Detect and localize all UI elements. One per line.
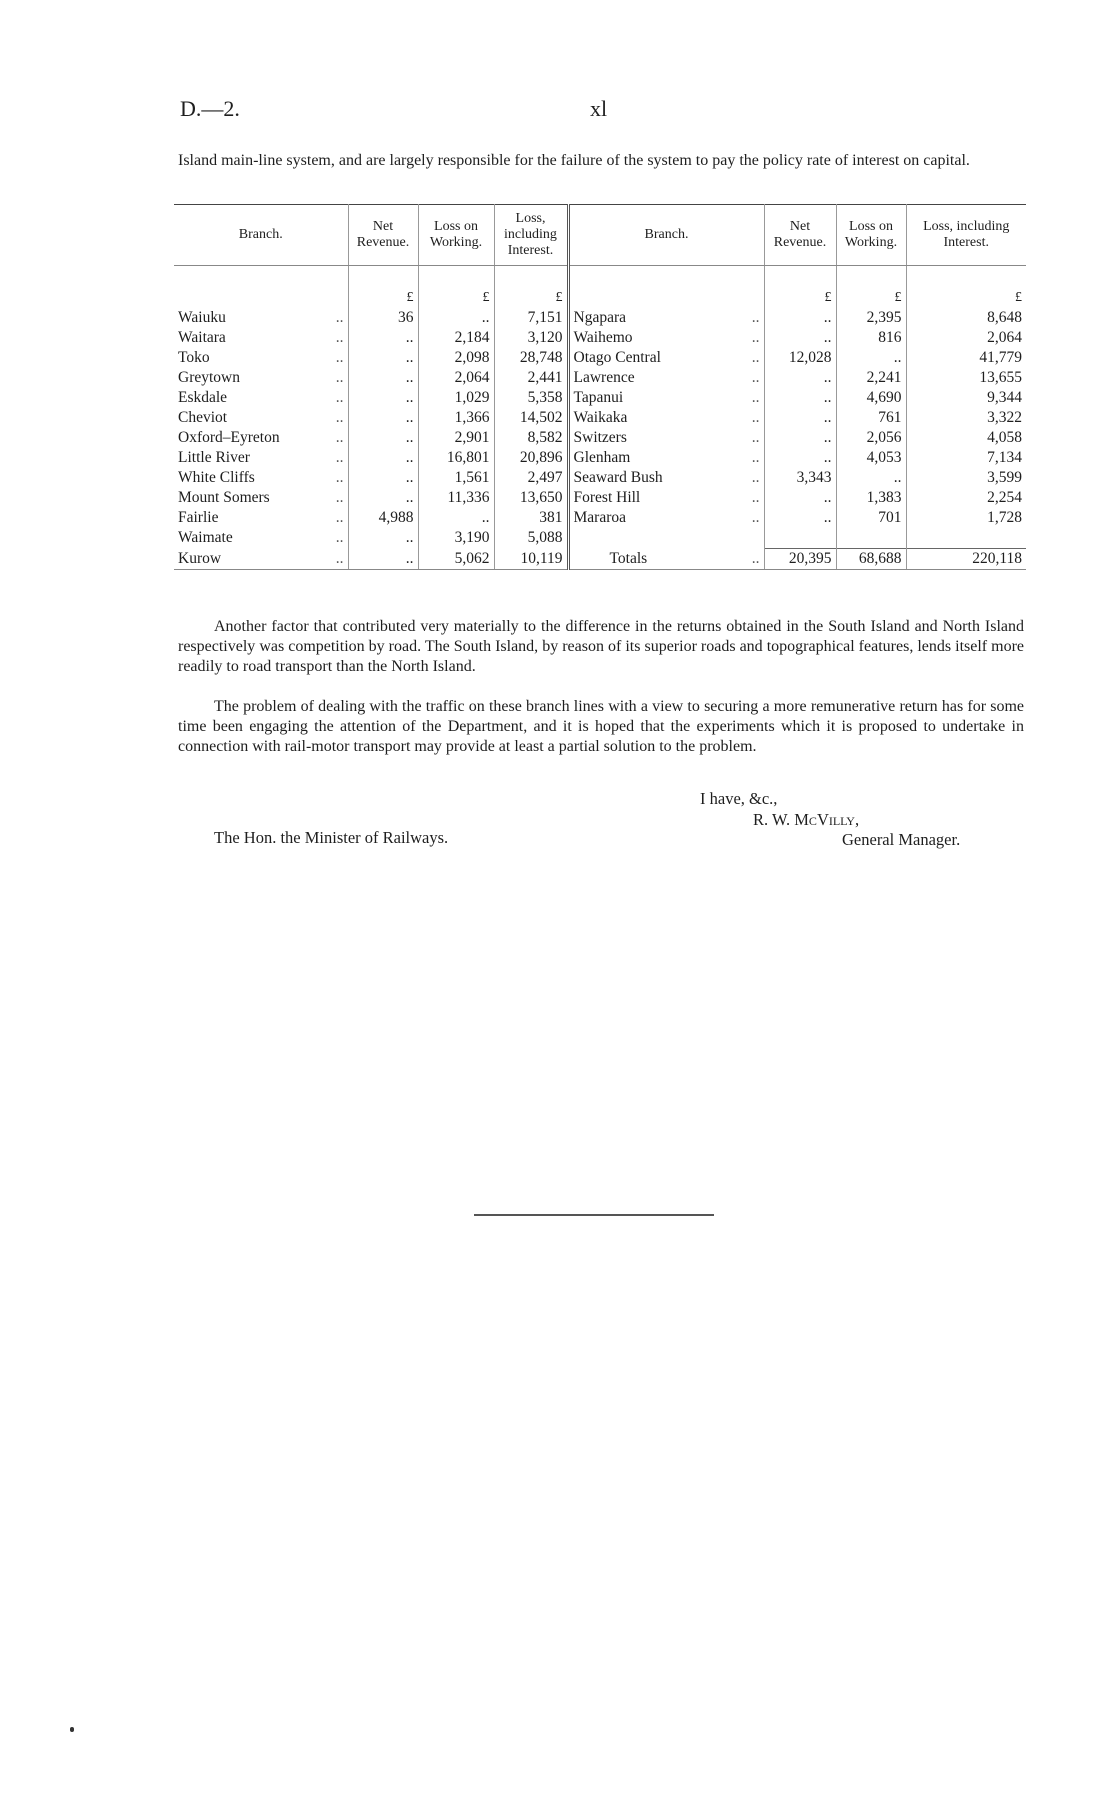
loss-on-working	[836, 308, 906, 328]
net-revenue-text: ..	[823, 509, 832, 526]
loss-including-interest-text: 2,064	[987, 329, 1022, 346]
loss-including-interest	[494, 549, 568, 570]
loss-on-working-text: 2,098	[454, 349, 490, 366]
net-revenue	[764, 488, 836, 508]
net-revenue-text: ..	[405, 349, 414, 366]
leader-dots: ..	[335, 309, 344, 326]
currency-symbol: £	[418, 266, 494, 309]
net-revenue	[764, 468, 836, 488]
loss-on-working-text: 816	[878, 329, 902, 346]
table-row	[174, 488, 1026, 508]
table-row	[174, 328, 1026, 348]
branch-name	[568, 448, 764, 468]
loss-including-interest-text: 7,151	[527, 309, 563, 326]
loss-on-working-text: ..	[893, 349, 902, 366]
net-revenue-text: ..	[405, 529, 414, 547]
leader-dots: ..	[751, 309, 760, 326]
net-revenue	[348, 428, 418, 448]
loss-on-working	[836, 508, 906, 528]
paragraph-road-competition	[178, 617, 1024, 677]
net-revenue	[764, 368, 836, 388]
branch-name-text: Lawrence	[573, 369, 635, 386]
branch-name-text: Eskdale	[178, 389, 228, 406]
table-row	[174, 428, 1026, 448]
net-revenue	[764, 508, 836, 528]
branch-name-text: Cheviot	[178, 409, 228, 426]
net-revenue-text: ..	[405, 449, 414, 466]
branch-name	[174, 428, 348, 448]
loss-on-working-text: 3,190	[454, 529, 490, 547]
branch-name-text: Waitara	[178, 329, 226, 346]
leader-dots: ..	[335, 369, 344, 386]
loss-including-interest	[906, 468, 1026, 488]
net-revenue-text: 4,988	[378, 509, 414, 526]
paragraph-text: The problem of dealing with the traffic on these branch lines with a view to securing a more remunerative return has for some time been engaging the attention of the Department, and it is hoped that the experiments which it is proposed to undertake in connection with rail-motor transport may provide at least a partial solution to the problem.	[178, 698, 1024, 755]
net-revenue	[348, 308, 418, 328]
loss-including-interest-text: 2,441	[527, 369, 563, 386]
loss-including-interest	[494, 328, 568, 348]
loss-including-interest	[494, 408, 568, 428]
branch-name	[174, 348, 348, 368]
branch-name	[174, 549, 348, 570]
ink-speck	[70, 1727, 74, 1732]
branch-name-text: Tapanui	[573, 389, 624, 406]
branch-name-text: Toko	[178, 349, 210, 366]
leader-dots: ..	[751, 469, 760, 486]
net-revenue	[348, 328, 418, 348]
loss-on-working	[836, 408, 906, 428]
loss-on-working-text: 4,053	[866, 449, 902, 466]
net-revenue	[348, 468, 418, 488]
net-revenue	[348, 549, 418, 570]
loss-including-interest-text: 2,254	[987, 489, 1022, 506]
net-revenue-text: ..	[823, 329, 832, 346]
loss-on-working	[836, 468, 906, 488]
loss-on-working	[418, 508, 494, 528]
loss-including-interest	[494, 368, 568, 388]
loss-on-working-text: 701	[878, 509, 902, 526]
loss-including-interest	[906, 328, 1026, 348]
loss-including-interest	[906, 368, 1026, 388]
net-revenue-text: ..	[823, 309, 832, 326]
leader-dots: ..	[335, 469, 344, 486]
loss-on-working	[418, 308, 494, 328]
totals-loss-on-working	[836, 549, 906, 570]
net-revenue	[348, 508, 418, 528]
header-loss-working-right: Loss on Working.	[836, 205, 906, 266]
currency-symbol: £	[1015, 290, 1022, 305]
net-revenue-text: ..	[405, 329, 414, 346]
loss-on-working	[836, 328, 906, 348]
loss-including-interest	[494, 388, 568, 408]
header-loss-interest-left: Loss, including Interest.	[494, 205, 568, 266]
net-revenue-text: ..	[823, 369, 832, 386]
branch-name-text: Seaward Bush	[573, 469, 663, 486]
header-loss-working-left: Loss on Working.	[418, 205, 494, 266]
table-row	[174, 368, 1026, 388]
closing-salutation: I have, &c.,	[700, 789, 778, 808]
loss-on-working	[418, 428, 494, 448]
loss-including-interest-text: 3,120	[527, 329, 563, 346]
loss-including-interest-text: 28,748	[519, 349, 563, 366]
loss-on-working-text: 1,561	[454, 469, 490, 486]
table-row	[174, 408, 1026, 428]
loss-on-working	[836, 368, 906, 388]
branch-name-text: Glenham	[573, 449, 631, 466]
header-branch-right: Branch.	[568, 205, 764, 266]
table-row	[174, 308, 1026, 328]
loss-on-working-text: 1,366	[454, 409, 490, 426]
loss-on-working-text: 16,801	[446, 449, 490, 466]
loss-on-working-text: 5,062	[454, 549, 490, 567]
leader-dots: ..	[335, 489, 344, 506]
table-row	[174, 549, 1026, 570]
net-revenue	[764, 348, 836, 368]
branch-name-text: Switzers	[573, 429, 627, 446]
totals-label-text: Totals	[609, 549, 648, 567]
loss-on-working-text: 2,241	[866, 369, 902, 386]
branch-name-text: Fairlie	[178, 509, 219, 526]
branch-name	[174, 448, 348, 468]
branch-name	[174, 328, 348, 348]
loss-including-interest-text: 41,779	[979, 349, 1022, 366]
loss-including-interest	[906, 408, 1026, 428]
net-revenue-text: ..	[405, 489, 414, 506]
loss-on-working	[418, 488, 494, 508]
net-revenue	[348, 488, 418, 508]
loss-on-working-text: 1,383	[866, 489, 902, 506]
totals-loss-including-interest-text: 220,118	[972, 550, 1022, 567]
loss-on-working	[836, 428, 906, 448]
loss-including-interest	[906, 428, 1026, 448]
loss-including-interest	[494, 428, 568, 448]
branch-name-text: Oxford–Eyreton	[178, 429, 280, 446]
currency-symbol: £	[764, 266, 836, 309]
branch-name	[174, 488, 348, 508]
net-revenue	[348, 388, 418, 408]
loss-on-working	[836, 348, 906, 368]
loss-including-interest-text: 13,655	[979, 369, 1022, 386]
leader-dots: ..	[751, 369, 760, 386]
loss-on-working-text: 11,336	[447, 489, 490, 506]
branch-name	[568, 468, 764, 488]
loss-including-interest	[494, 468, 568, 488]
branch-name-text: Mararoa	[573, 509, 626, 526]
branch-name	[174, 368, 348, 388]
header-loss-interest-right: Loss, including Interest.	[906, 205, 1026, 266]
table-row	[174, 388, 1026, 408]
branch-name-text: Little River	[178, 449, 250, 466]
net-revenue-text: ..	[823, 429, 832, 446]
loss-on-working	[418, 549, 494, 570]
currency-row	[174, 266, 1026, 309]
loss-including-interest	[906, 508, 1026, 528]
table-row	[174, 448, 1026, 468]
leader-dots: ..	[335, 429, 344, 446]
net-revenue	[348, 408, 418, 428]
header-branch-left: Branch.	[174, 205, 348, 266]
net-revenue-text: ..	[405, 469, 414, 486]
totals-label	[568, 549, 764, 570]
loss-including-interest-text: 5,088	[527, 529, 563, 547]
net-revenue	[764, 308, 836, 328]
branch-name	[568, 368, 764, 388]
branch-lines-table	[174, 204, 1026, 570]
addressee: The Hon. the Minister of Railways.	[214, 828, 449, 847]
loss-on-working	[418, 348, 494, 368]
loss-including-interest-text: 8,582	[527, 429, 563, 446]
table-row	[174, 468, 1026, 488]
loss-on-working-text: ..	[481, 309, 490, 326]
table-row	[174, 508, 1026, 528]
totals-loss-including-interest	[906, 549, 1026, 570]
table-row	[174, 528, 1026, 549]
branch-name-text: Mount Somers	[178, 489, 270, 506]
branch-name	[568, 388, 764, 408]
net-revenue	[764, 408, 836, 428]
table-header-row	[174, 205, 1026, 266]
branch-name	[568, 308, 764, 328]
loss-on-working	[418, 468, 494, 488]
intro-paragraph: Island main-line system, and are largely responsible for the failure of the system to pay the policy rate of interest on capital.	[178, 152, 970, 169]
header-net-revenue-right: Net Revenue.	[764, 205, 836, 266]
net-revenue	[348, 368, 418, 388]
header-net-revenue-left: Net Revenue.	[348, 205, 418, 266]
loss-including-interest-text: 9,344	[987, 389, 1022, 406]
branch-name-text: White Cliffs	[178, 469, 255, 486]
net-revenue	[348, 528, 418, 549]
loss-on-working-text: ..	[893, 469, 902, 486]
branch-name	[174, 308, 348, 328]
branch-name	[174, 388, 348, 408]
branch-name	[568, 488, 764, 508]
loss-on-working	[418, 328, 494, 348]
branch-name-text: Waikaka	[573, 409, 628, 426]
totals-net-revenue-text: 20,395	[788, 550, 832, 567]
branch-name	[568, 328, 764, 348]
branch-name	[174, 528, 348, 549]
loss-on-working-text: 2,064	[454, 369, 490, 386]
leader-dots: ..	[335, 449, 344, 466]
loss-on-working-text: 1,029	[454, 389, 490, 406]
loss-including-interest	[906, 488, 1026, 508]
loss-on-working	[836, 448, 906, 468]
loss-on-working	[418, 408, 494, 428]
loss-including-interest	[494, 448, 568, 468]
loss-including-interest	[494, 528, 568, 549]
loss-including-interest	[494, 508, 568, 528]
branch-name	[568, 508, 764, 528]
loss-on-working	[836, 488, 906, 508]
leader-dots: ..	[751, 429, 760, 446]
loss-on-working-text: 761	[878, 409, 902, 426]
paragraph-text: Another factor that contributed very materially to the difference in the returns obtained in the South Island and North Island respectively was competition by road. The South Island, by reason of its superior roads and topographical features, lends itself more readily to road transport than the North Island.	[178, 618, 1024, 675]
leader-dots: ..	[751, 389, 760, 406]
net-revenue	[764, 428, 836, 448]
table-row	[174, 348, 1026, 368]
signatory-name: R. W. McVilly,	[753, 810, 860, 829]
loss-including-interest-text: 7,134	[987, 449, 1022, 466]
net-revenue-text: 12,028	[788, 349, 832, 366]
page-reference: D.—2.	[180, 96, 240, 121]
leader-dots: ..	[751, 329, 760, 346]
net-revenue-text: ..	[823, 409, 832, 426]
currency-symbol: £	[836, 266, 906, 309]
leader-dots: ..	[335, 349, 344, 366]
loss-including-interest	[494, 308, 568, 328]
net-revenue-text: ..	[405, 389, 414, 406]
loss-including-interest-text: 13,650	[519, 489, 563, 506]
leader-dots: ..	[335, 329, 344, 346]
leader-dots: ..	[751, 349, 760, 366]
totals-net-revenue	[764, 549, 836, 570]
leader-dots: ..	[751, 449, 760, 466]
net-revenue-text: ..	[823, 449, 832, 466]
leader-dots: ..	[751, 489, 760, 506]
net-revenue-text: ..	[405, 369, 414, 386]
net-revenue-text: ..	[405, 429, 414, 446]
loss-including-interest	[494, 348, 568, 368]
leader-dots: ..	[751, 549, 760, 567]
leader-dots: ..	[335, 549, 344, 567]
leader-dots: ..	[335, 529, 344, 547]
loss-on-working-text: 2,056	[866, 429, 902, 446]
loss-on-working-text: 2,901	[454, 429, 490, 446]
signatory-title: General Manager.	[842, 830, 961, 849]
branch-name-text: Waihemo	[573, 329, 633, 346]
loss-on-working	[418, 448, 494, 468]
branch-name	[174, 468, 348, 488]
net-revenue-text: ..	[405, 409, 414, 426]
branch-name-text: Greytown	[178, 369, 240, 386]
totals-loss-on-working-text: 68,688	[858, 550, 902, 567]
currency-symbol: £	[348, 266, 418, 309]
loss-including-interest-text: 3,599	[987, 469, 1022, 486]
branch-name-text: Ngapara	[573, 309, 626, 326]
branch-name-text: Otago Central	[573, 349, 661, 366]
net-revenue-text: ..	[823, 389, 832, 406]
loss-including-interest-text: 381	[539, 509, 563, 526]
loss-including-interest-text: 4,058	[987, 429, 1022, 446]
branch-name-text: Waiuku	[178, 309, 226, 326]
loss-on-working-text: ..	[481, 509, 490, 526]
net-revenue	[764, 328, 836, 348]
net-revenue-text: ..	[823, 489, 832, 506]
branch-name-text: Waimate	[178, 529, 233, 547]
loss-including-interest-text: 1,728	[987, 509, 1022, 526]
loss-including-interest-text: 10,119	[520, 549, 563, 567]
branch-name	[174, 408, 348, 428]
paragraph-rail-motor	[178, 697, 1024, 757]
net-revenue	[764, 448, 836, 468]
branch-name	[174, 508, 348, 528]
loss-including-interest	[906, 448, 1026, 468]
loss-including-interest	[494, 488, 568, 508]
loss-including-interest-text: 3,322	[987, 409, 1022, 426]
net-revenue	[764, 388, 836, 408]
net-revenue-text: ..	[405, 549, 414, 567]
loss-on-working-text: 2,395	[866, 309, 902, 326]
currency-symbol: £	[494, 266, 568, 309]
loss-on-working	[836, 388, 906, 408]
loss-including-interest	[906, 308, 1026, 328]
leader-dots: ..	[751, 409, 760, 426]
loss-including-interest	[906, 388, 1026, 408]
leader-dots: ..	[335, 509, 344, 526]
branch-name	[568, 428, 764, 448]
leader-dots: ..	[751, 509, 760, 526]
leader-dots: ..	[335, 409, 344, 426]
loss-on-working	[418, 528, 494, 549]
loss-on-working	[418, 368, 494, 388]
loss-including-interest-text: 5,358	[527, 389, 563, 406]
loss-including-interest-text: 2,497	[527, 469, 563, 486]
net-revenue-text: 3,343	[796, 469, 832, 486]
loss-including-interest-text: 20,896	[519, 449, 563, 466]
loss-including-interest-text: 14,502	[519, 409, 563, 426]
branch-name	[568, 348, 764, 368]
loss-on-working-text: 4,690	[866, 389, 902, 406]
loss-including-interest	[906, 348, 1026, 368]
page-number: xl	[590, 96, 608, 121]
net-revenue	[348, 448, 418, 468]
loss-on-working	[418, 388, 494, 408]
branch-name	[568, 408, 764, 428]
net-revenue-text: 36	[398, 309, 414, 326]
loss-including-interest-text: 8,648	[987, 309, 1022, 326]
section-divider	[474, 1214, 714, 1216]
loss-on-working-text: 2,184	[454, 329, 490, 346]
leader-dots: ..	[335, 389, 344, 406]
net-revenue	[348, 348, 418, 368]
branch-name-text: Kurow	[178, 549, 222, 567]
branch-name-text: Forest Hill	[573, 489, 641, 506]
